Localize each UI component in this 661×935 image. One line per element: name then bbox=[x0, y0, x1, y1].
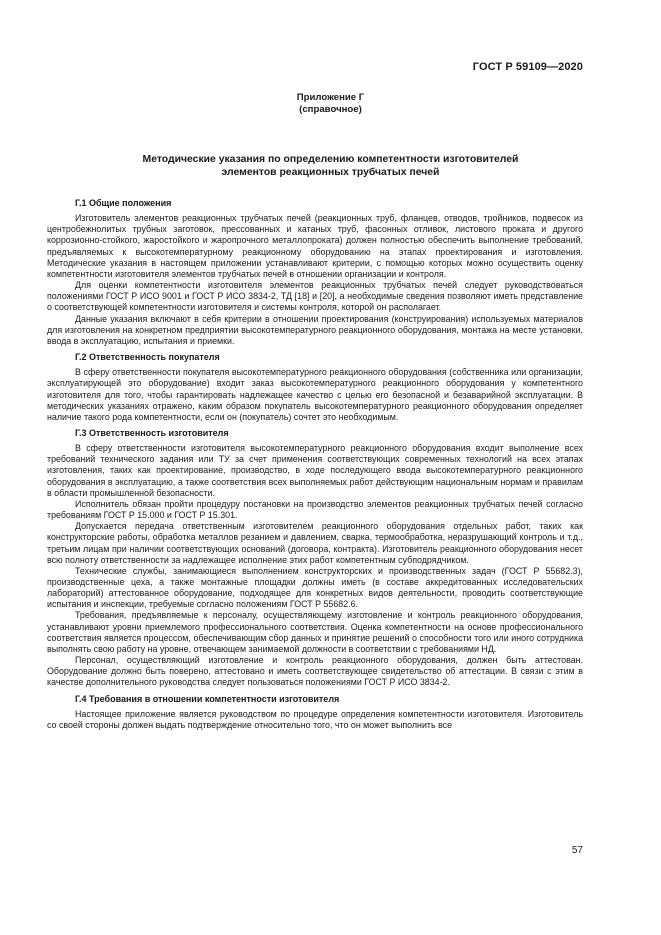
annex-heading bbox=[0, 92, 661, 116]
section-g1 bbox=[47, 198, 583, 347]
document-code: ГОСТ Р 59109—2020 bbox=[472, 61, 583, 73]
main-title-line-2: элементов реакционных трубчатых печей bbox=[221, 167, 440, 178]
paragraph: Для оценки компетентности изготовителя элементов реакционных трубчатых печей следует руководствоваться положениями ГОСТ Р ИСО 9001 и ГОСТ Р ИСО 3834-2, ТД [18] и [20], а необходимые сведения позволяют иметь представление о соответствующей компетентности изготовителя и системы контроля, которой он располагает. bbox=[47, 280, 583, 313]
section-heading: Г.2 Ответственность покупателя bbox=[75, 352, 220, 363]
paragraph: Данные указания включают в себя критерии в отношении проектирования (конструирования) используемых материалов для изготовления на конкретном предприятии высокотемпературного реакционного оборудования, монтажа на месте установки, ввода в эксплуатацию, испытания и приемки. bbox=[47, 313, 583, 346]
main-title-line-1: Методические указания по определению компетентности изготовителей bbox=[142, 154, 519, 165]
annex-title: Приложение Г bbox=[296, 92, 365, 103]
section-heading: Г.4 Требования в отношении компетентности изготовителя bbox=[75, 693, 340, 704]
section-heading: Г.3 Ответственность изготовителя bbox=[75, 427, 229, 438]
main-title bbox=[0, 153, 661, 179]
page-number: 57 bbox=[571, 845, 583, 856]
paragraph: В сферу ответственности покупателя высокотемпературного реакционного оборудования (собственника или организации, эксплуатирующей это оборудование) входит заказ высокотемпературного реакционного оборудования у компетентного изготовителя для того, чтобы гарантировать надлежащее качество с целью его безопасной и безаварийной эксплуатации. В методических указаниях отражено, каким образом покупатель высокотемпературного реакционного оборудования определяет наличие такого рода компетентности, если он (покупатель) сочтет это необходимым. bbox=[47, 367, 583, 422]
paragraph: Изготовитель элементов реакционных трубчатых печей (реакционных труб, фланцев, отводов, тройников, подвесок из центробежнолитых трубных заготовок, прессованных и катаных труб, фасонных отливок, листового проката и другого коррозионно-стойкого, жаростойкого и жаропрочного металлопроката) должен полностью обеспечить выполнение требований, предъявляемых к высокотемпературному реакционному оборудованию на этапах проектирования и изготовления. Методические указания в настоящем приложении устанавливают критерии, с помощью которых можно осуществить оценку компетентности изготовителя элементов трубчатых печей в отношении организации и контроля. bbox=[47, 213, 583, 279]
paragraph: В сферу ответственности изготовителя высокотемпературного реакционного оборудования входит выполнение всех требований технического задания или ТУ за счет применения соответствующих современных технологий на всех этапах изготовления, таких как проектирование, производство, в ходе последующего ввода высокотемпературного реакционного оборудования в эксплуатацию, а также соответствия всех выполняемых работ действующим национальным нормам и правилам в области промышленной безопасности. bbox=[47, 443, 583, 498]
section-g3 bbox=[47, 428, 583, 689]
paragraph: Требования, предъявляемые к персоналу, осуществляющему изготовление и контроль реакционного оборудования, устанавливают уровни приемлемого профессионального соответствия. Оценка компетентности на основе профессионального соответствия является процессом, обеспечивающим сбор данных и принятие решений о способности того или иного сотрудника выполнять свою работу на уровне, отвечающем занимаемой должности в соответствии с требованиями НД. bbox=[47, 610, 583, 654]
section-g4 bbox=[47, 694, 583, 731]
paragraph: Технические службы, занимающиеся выполнением конструкторских и производственных задач (ГОСТ Р 55682.3), производственные цеха, а также монтажные площадки должны иметь (в составе аккредитованных исследовательских лабораторий) аттестованное оборудование, подходящее для конкретных видов деятельности, проводить соответствующие испытания и инспекции, требуемые согласно положениям ГОСТ Р 55682.6. bbox=[47, 565, 583, 610]
paragraph: Настоящее приложение является руководством по процедуре определения компетентности изготовителя. Изготовитель со своей стороны должен выдать подтверждение относительно того, что он может выполнить все bbox=[47, 708, 583, 730]
paragraph: Исполнитель обязан пройти процедуру постановки на производство элементов реакционных трубчатых печей согласно требованиям ГОСТ Р 15.000 и ГОСТ Р 15.301. bbox=[47, 498, 583, 521]
annex-note: (справочное) bbox=[299, 104, 362, 115]
section-g2 bbox=[47, 352, 583, 423]
paragraph: Допускается передача ответственным изготовителем реакционного оборудования отдельных работ, таких как конструкторские работы, обработка металлов резанием и давлением, сварка, термообработка, неразрушающий контроль и т.д., третьим лицам при наличии соответствующих оснований (договора, контракта). Изготовитель реакционного оборудования несет всю полноту ответственности за надлежащее исполнение этих работ компетентным субподрядчиком. bbox=[47, 521, 583, 565]
section-heading: Г.1 Общие положения bbox=[75, 198, 172, 208]
paragraph: Персонал, осуществляющий изготовление и контроль реакционного оборудования, должен быть аттестован. Оборудование должно быть поверено, аттестовано и иметь соответствующее свидетельство об аттестации. В связи с этим в качестве дополнительного руководства следует пользоваться положениями ГОСТ Р ИСО 3834-2. bbox=[47, 655, 583, 688]
document-body bbox=[47, 198, 583, 731]
